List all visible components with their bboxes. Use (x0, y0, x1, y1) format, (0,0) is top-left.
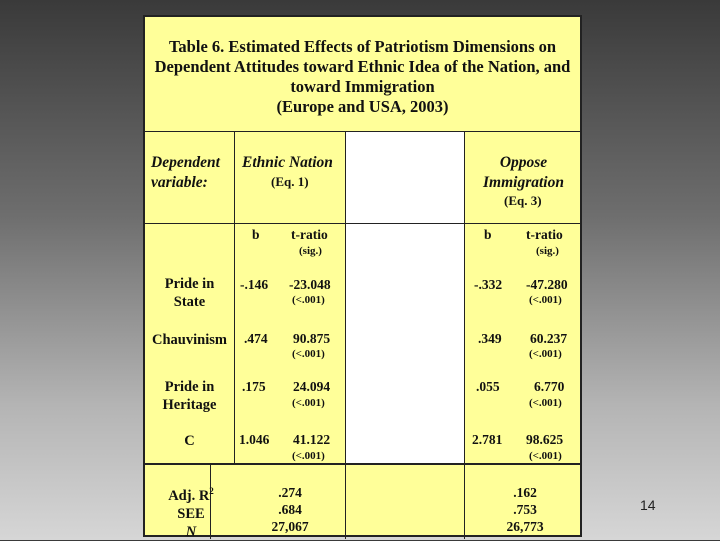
col-divider-1 (234, 131, 235, 463)
eth-b-value: .474 (244, 331, 268, 346)
row-label-chauvinism (145, 331, 234, 349)
title-line-4: (Europe and USA, 2003) (276, 97, 449, 116)
opp-see-value: .753 (513, 502, 537, 517)
n-label: N (185, 523, 197, 540)
eth-b-col-header: b (252, 227, 260, 242)
opp-t-value: 98.625 (526, 432, 564, 447)
eth-t-col-header: t-ratio (291, 227, 328, 242)
stats-col-divider-3 (464, 465, 465, 539)
eth-sig-value: (<.001) (292, 294, 325, 306)
eth-sig-value: (<.001) (292, 450, 325, 462)
row-label-line: Heritage (162, 397, 217, 413)
eth-sig-col-header: (sig.) (299, 245, 322, 257)
opp-b-col-header: b (484, 227, 492, 242)
opp-sig-value: (<.001) (529, 294, 562, 306)
opp-b-value: .349 (478, 331, 502, 346)
eth-adj-r2-value: .274 (278, 485, 302, 500)
opp-t-col-header: t-ratio (526, 227, 563, 242)
eth-t-value: 41.122 (293, 432, 331, 447)
page-number: 14 (640, 497, 656, 513)
row-label-line: Pride in (164, 379, 215, 395)
row-label-pride-in-state (145, 275, 234, 311)
row-label-line: Pride in (164, 276, 215, 292)
eth-b-value: -.146 (240, 277, 269, 292)
col-divider-2 (345, 131, 346, 463)
adj-r2-text: Adj. R (168, 487, 210, 504)
eth-sig-value: (<.001) (292, 348, 325, 360)
dependent-line-2: variable: (151, 174, 208, 191)
oppose-line-2: Immigration (483, 174, 564, 191)
header-divider (145, 223, 580, 224)
results-table (143, 15, 582, 540)
eth-see-value: .684 (278, 502, 302, 517)
dependent-variable-header (151, 153, 220, 193)
oppose-immigration-header (471, 153, 576, 193)
eth-t-value: 90.875 (293, 331, 331, 346)
row-label-line: Chauvinism (152, 332, 227, 348)
row-label-line: C (184, 433, 195, 449)
eth-b-value: 1.046 (239, 432, 270, 447)
opp-stats-values (490, 484, 560, 535)
ethnic-nation-header: Ethnic Nation (242, 154, 333, 171)
eth-t-value: -23.048 (289, 277, 331, 292)
opp-t-value: -47.280 (526, 277, 568, 292)
opp-b-value: -.332 (474, 277, 503, 292)
row-label-constant (145, 432, 234, 450)
row-label-pride-in-heritage (145, 378, 234, 414)
opp-t-value: 60.237 (530, 331, 568, 346)
row-label-line: State (173, 294, 206, 310)
opp-b-value: 2.781 (472, 432, 503, 447)
opp-sig-value: (<.001) (529, 397, 562, 409)
title-line-1: Table 6. Estimated Effects of Patriotism Dimensions on (168, 37, 557, 56)
ethnic-eq-label: (Eq. 1) (271, 174, 309, 189)
opp-b-value: .055 (476, 379, 500, 394)
col-divider-3 (464, 131, 465, 463)
dependent-line-1: Dependent (151, 154, 220, 171)
opp-sig-col-header: (sig.) (536, 245, 559, 257)
opp-n-value: 26,773 (506, 519, 544, 534)
adj-r2-label (151, 482, 231, 505)
eth-stats-values (255, 484, 325, 535)
title-divider (145, 131, 580, 132)
eth-b-value: .175 (242, 379, 266, 394)
title-line-3: toward Immigration (290, 77, 435, 96)
oppose-line-1: Oppose (499, 154, 548, 171)
stats-col-divider-2 (345, 465, 346, 539)
empty-column-fill (345, 131, 464, 465)
stats-labels (151, 482, 231, 541)
title-line-2: Dependent Attitudes toward Ethnic Idea of the Nation, and (154, 57, 571, 76)
table-title (145, 37, 580, 117)
opp-t-value: 6.770 (534, 379, 565, 394)
adj-r2-superscript: 2 (209, 486, 214, 496)
opp-sig-value: (<.001) (529, 450, 562, 462)
eth-n-value: 27,067 (271, 519, 309, 534)
eth-sig-value: (<.001) (292, 397, 325, 409)
see-label: SEE (177, 505, 205, 522)
opp-sig-value: (<.001) (529, 348, 562, 360)
eth-t-value: 24.094 (293, 379, 331, 394)
oppose-eq-label: (Eq. 3) (504, 193, 542, 208)
opp-adj-r2-value: .162 (513, 485, 537, 500)
